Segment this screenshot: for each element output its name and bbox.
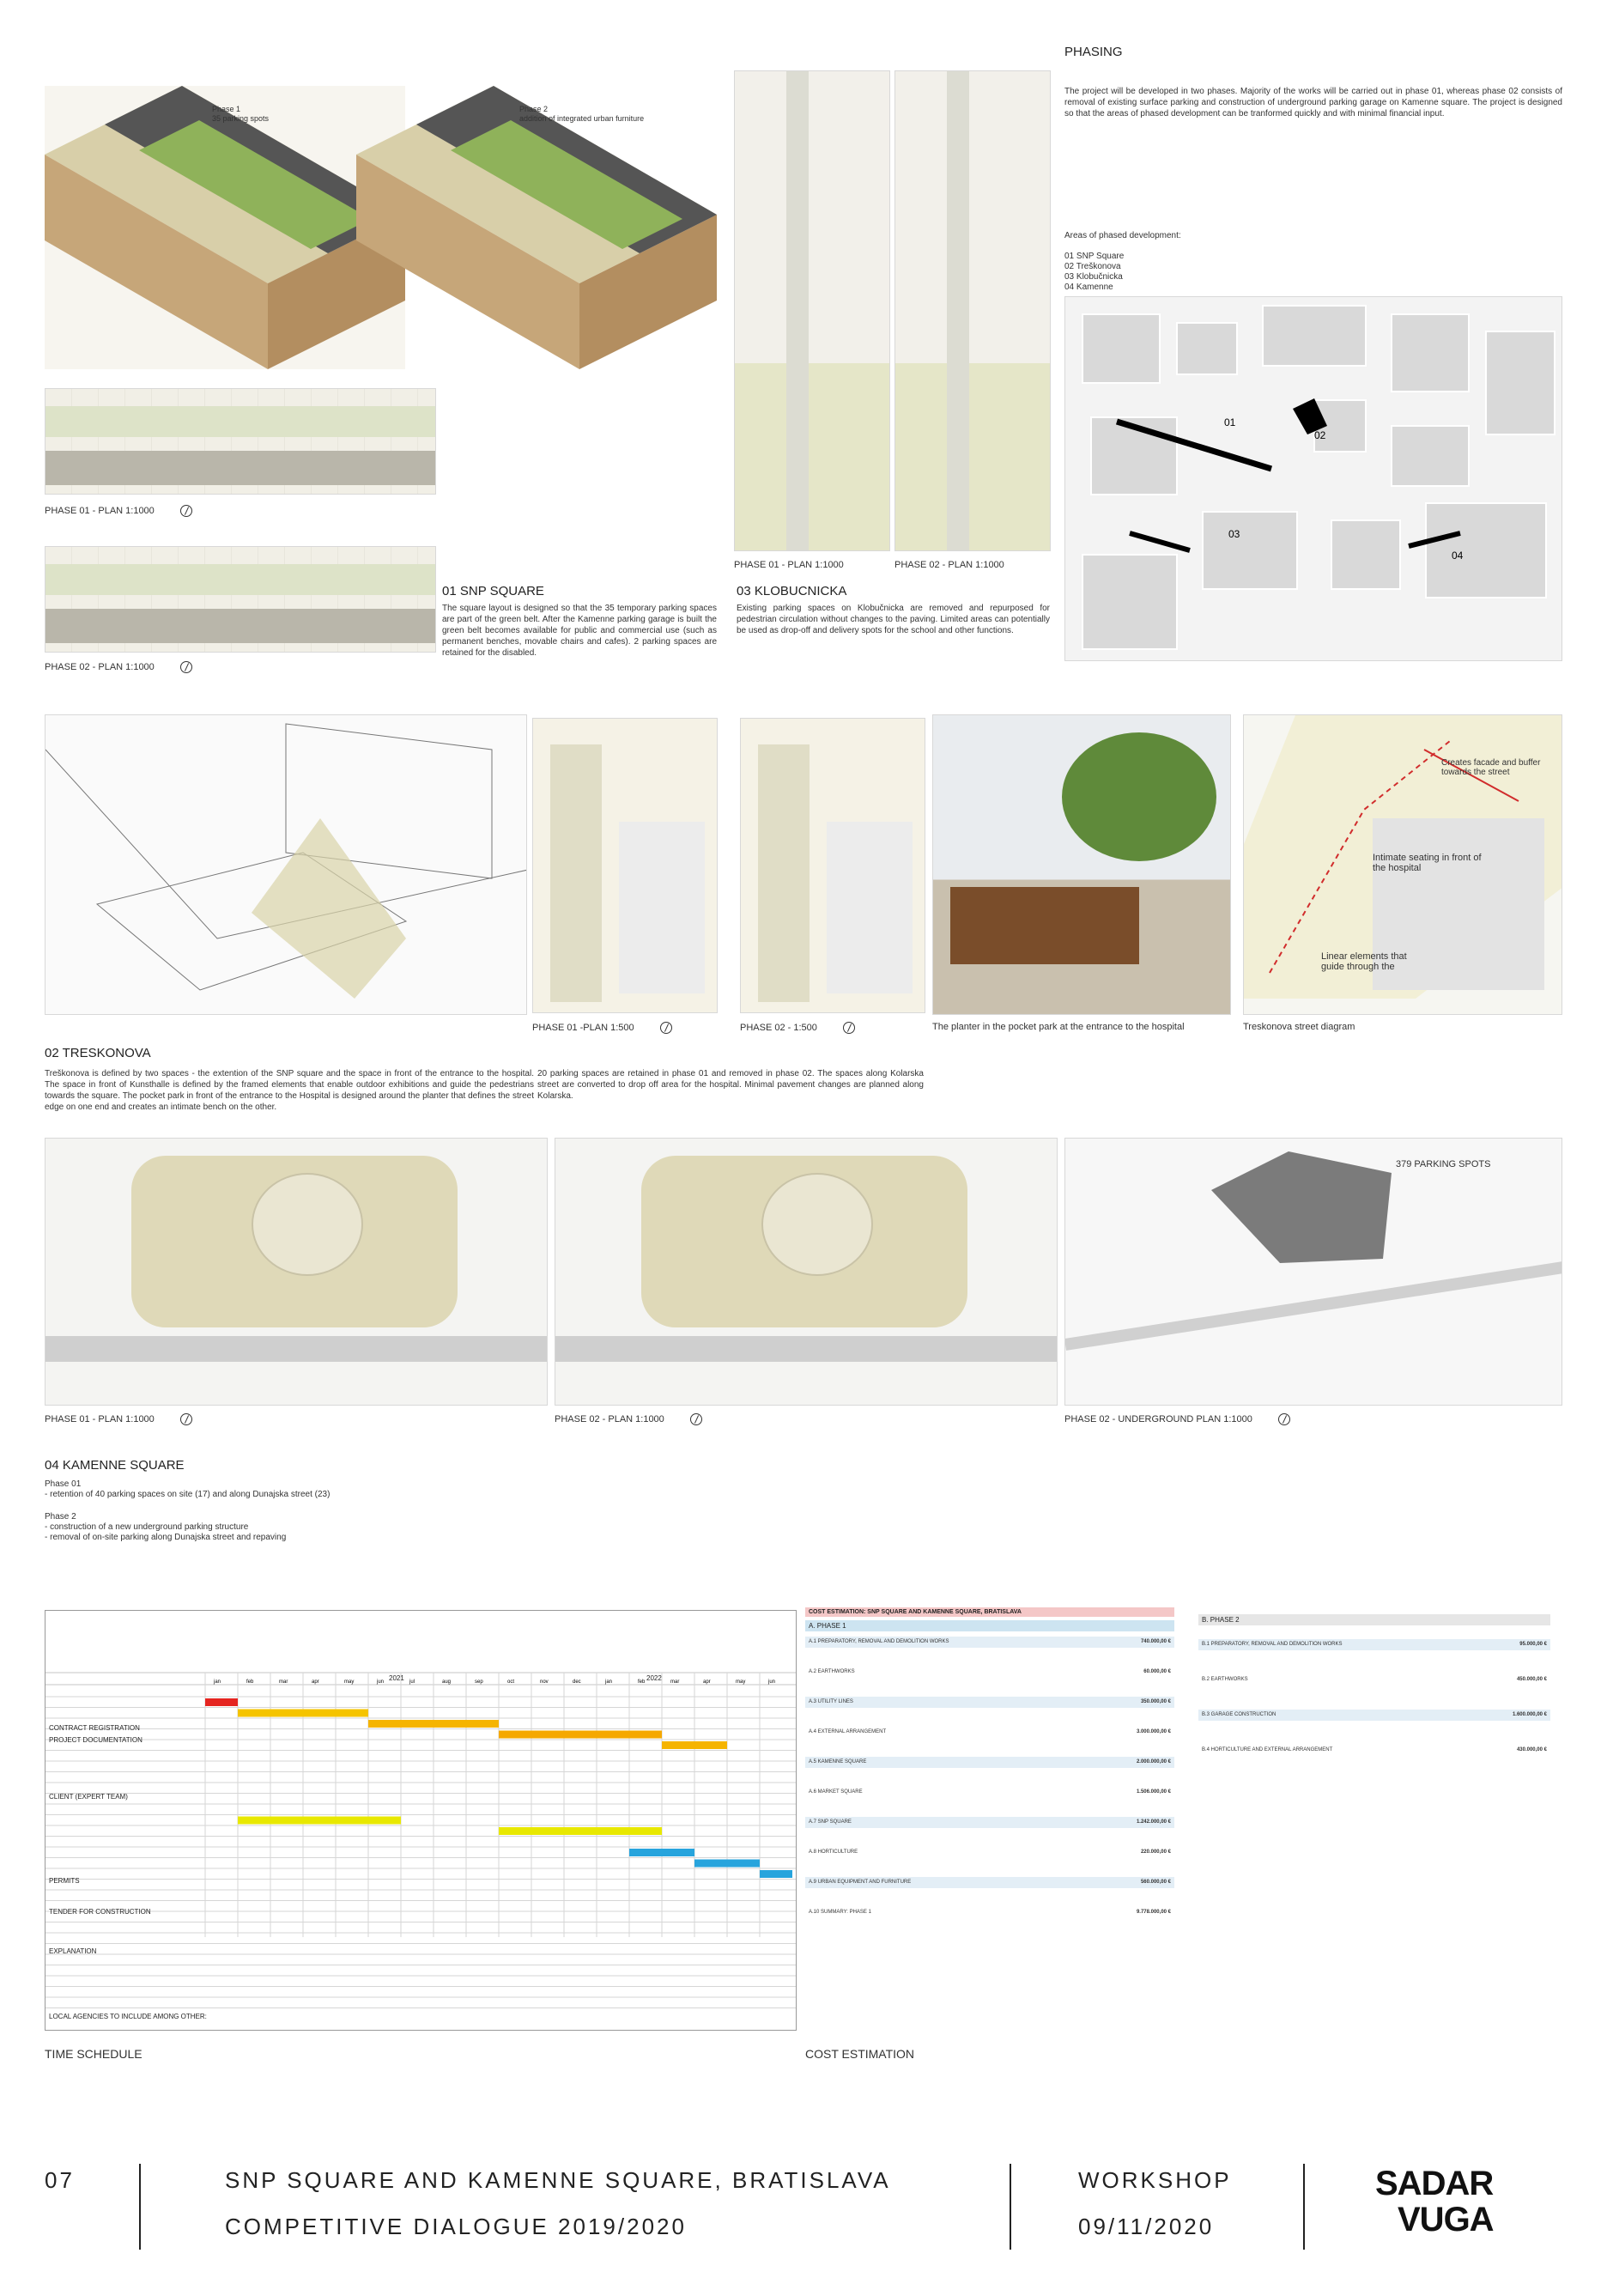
footer-divider <box>139 2164 141 2250</box>
north-arrow-icon <box>180 661 192 673</box>
gantt-grid <box>45 1611 797 2031</box>
gantt-month-label: apr <box>703 1679 711 1685</box>
cost-estimation-table <box>805 1607 1174 2037</box>
cost-a-row <box>805 1757 1174 1768</box>
iso2-label-title: Phase 2 <box>519 105 549 113</box>
cost-b-value: 95.000,00 € <box>1519 1642 1547 1647</box>
north-arrow-icon <box>180 1413 192 1425</box>
gantt-row-tender: TENDER FOR CONSTRUCTION <box>49 1908 151 1916</box>
klob-text: Existing parking spaces on Klobučnicka are removed and repurposed for pedestrian circulation without changes to the paving. Limited areas can potentially be used as drop-off and delivery spots for the school and other functions. <box>737 604 1050 635</box>
gantt-row-permits: PERMITS <box>49 1877 80 1885</box>
cost-a-value: 1.506.000,00 € <box>1136 1789 1171 1795</box>
treskonova-plan2-caption-wrap <box>740 1022 855 1034</box>
kamenne-title: 04 KAMENNE SQUARE <box>45 1458 185 1473</box>
time-schedule-chart <box>45 1610 797 2031</box>
page-number: 07 <box>45 2167 75 2193</box>
treskonova-street-diagram <box>1243 714 1562 1015</box>
cost-a-name: A.8 HORTICULTURE <box>809 1850 858 1855</box>
kamenne-plan-phase1 <box>45 1138 548 1406</box>
gantt-month-label: jan <box>605 1679 613 1685</box>
cost-b-value: 430.000,00 € <box>1516 1747 1547 1752</box>
gantt-month-label: jul <box>409 1679 415 1685</box>
gantt-month-label: dec <box>573 1679 581 1685</box>
planter-photo-caption: The planter in the pocket park at the entrance to the hospital <box>932 1022 1185 1032</box>
gantt-bar <box>499 1731 662 1739</box>
cost-a-value: 1.242.000,00 € <box>1136 1819 1171 1825</box>
diagram-label-facade: Creates facade and buffer towards the street <box>1441 758 1541 777</box>
footer-event-line2: 09/11/2020 <box>1078 2214 1215 2239</box>
map-label-02: 02 <box>1314 429 1326 441</box>
phasing-title: PHASING <box>1064 45 1123 59</box>
snp-iso-phase1 <box>45 86 405 369</box>
cost-a-name: A.4 EXTERNAL ARRANGEMENT <box>809 1729 887 1734</box>
cost-b-name: B.3 GARAGE CONSTRUCTION <box>1202 1712 1277 1717</box>
footer-title-line1: SNP SQUARE AND KAMENNE SQUARE, BRATISLAVA <box>225 2167 891 2193</box>
cost-a-value: 220.000,00 € <box>1140 1850 1171 1855</box>
cost-a-row <box>805 1847 1174 1858</box>
phasing-map-drawing <box>1065 297 1562 661</box>
snp-iso-phase2-drawing <box>356 86 717 369</box>
phasing-areas-title: Areas of phased development: <box>1064 231 1181 240</box>
footer-title-line2: COMPETITIVE DIALOGUE 2019/2020 <box>225 2214 687 2239</box>
snp-iso-phase1-drawing <box>45 86 405 369</box>
footer-divider <box>1303 2164 1305 2250</box>
treskonova-plan-phase2 <box>740 718 925 1013</box>
cost-a-name: A.2 EARTHWORKS <box>809 1669 855 1674</box>
cost-a-value: 9.778.000,00 € <box>1136 1910 1171 1915</box>
kamenne-plan3-caption: PHASE 02 - UNDERGROUND PLAN 1:1000 <box>1064 1413 1252 1424</box>
cost-b-name: B.1 PREPARATORY, REMOVAL AND DEMOLITION WORKS <box>1202 1642 1343 1647</box>
planter-photo <box>932 714 1231 1015</box>
treskonova-text-left: Treškonova is defined by two spaces - the extention of the SNP square and the space in front of the entrance to the hospital. The space in front of Kunsthalle is defined by the framed elements that enable outdoor exhibitions and guide the pedestrians towards the square. The pocket park in front of the entrance to the Hospital is designed around the planter that defines the street edge on one end and creates an intimate bench on the other. <box>45 1069 534 1112</box>
footer-divider <box>1010 2164 1011 2250</box>
treskonova-text-right: 20 parking spaces are retained in phase 01 and removed in phase 02. The spaces along Kolarska street are converted to drop off area for the hospital. Minimal pavement changes are planned along Kolarska. <box>537 1069 924 1101</box>
north-arrow-icon <box>843 1022 855 1034</box>
gantt-bar <box>760 1870 792 1878</box>
snp-plan-phase2 <box>45 546 436 653</box>
gantt-bar <box>499 1827 662 1835</box>
cost-a-value: 560.000,00 € <box>1140 1880 1171 1885</box>
cost-a-value: 740.000,00 € <box>1140 1639 1171 1644</box>
gantt-bar <box>694 1860 760 1868</box>
treskonova-axo-drawing <box>45 715 527 1015</box>
cost-b-row <box>1198 1710 1550 1721</box>
cost-a-row <box>805 1817 1174 1828</box>
gantt-month-label: may <box>344 1679 355 1685</box>
phasing-area-1: 01 SNP Square <box>1064 252 1125 261</box>
kamenne-plan2-caption-wrap <box>555 1413 702 1425</box>
cost-b-row <box>1198 1674 1550 1686</box>
cost-b-name: B.2 EARTHWORKS <box>1202 1677 1248 1682</box>
gantt-row-explanation: EXPLANATION <box>49 1947 97 1955</box>
treskonova-title: 02 TRESKONOVA <box>45 1046 151 1060</box>
gantt-month-label: mar <box>279 1679 288 1685</box>
klob-plan-phase1 <box>734 70 890 551</box>
gantt-month-label: apr <box>312 1679 319 1685</box>
iso1-label-sub: 35 parking spots <box>212 114 270 123</box>
gantt-month-label: aug <box>442 1679 452 1685</box>
gantt-month-label: sep <box>475 1679 483 1685</box>
phasing-area-2: 02 Treškonova <box>1064 262 1121 271</box>
cost-title: COST ESTIMATION: SNP SQUARE AND KAMENNE SQUARE, BRATISLAVA <box>805 1607 1174 1617</box>
cost-b-row <box>1198 1639 1550 1650</box>
treskonova-plan2-caption: PHASE 02 - 1:500 <box>740 1022 817 1033</box>
klob-title: 03 KLOBUCNICKA <box>737 584 847 598</box>
cost-a-name: A.6 MARKET SQUARE <box>809 1789 863 1795</box>
gantt-month-label: may <box>736 1679 746 1685</box>
cost-a-row <box>805 1667 1174 1678</box>
snp-iso-phase2 <box>356 86 717 369</box>
phasing-map <box>1064 296 1562 661</box>
cost-a-value: 350.000,00 € <box>1140 1699 1171 1704</box>
kamenne-plan1-caption-wrap <box>45 1413 192 1425</box>
snp-title: 01 SNP SQUARE <box>442 584 544 598</box>
klob-plan-phase2 <box>894 70 1051 551</box>
gantt-bar <box>368 1720 499 1728</box>
gantt-month-label: jun <box>768 1679 776 1685</box>
treskonova-plan1-caption-wrap <box>532 1022 672 1034</box>
snp-plan-phase1 <box>45 388 436 495</box>
kamenne-plan-phase2 <box>555 1138 1058 1406</box>
gantt-month-label: jan <box>214 1679 221 1685</box>
time-schedule-caption: TIME SCHEDULE <box>45 2047 143 2061</box>
gantt-month-label: feb <box>638 1679 646 1685</box>
cost-a-value: 60.000,00 € <box>1143 1669 1171 1674</box>
cost-estimation-phase2 <box>1198 1614 1550 1812</box>
snp-plan1-caption: PHASE 01 - PLAN 1:1000 <box>45 505 155 516</box>
gantt-month-label: oct <box>507 1679 515 1685</box>
cost-phase-b: B. PHASE 2 <box>1198 1614 1550 1625</box>
kamenne-phase2-title: Phase 2 <box>45 1512 76 1522</box>
kamenne-phase1-item: - retention of 40 parking spaces on site (17) and along Dunajska street (23) <box>45 1490 330 1499</box>
cost-a-row <box>805 1907 1174 1918</box>
kamenne-underground-plan <box>1064 1138 1562 1406</box>
gantt-row-contract: CONTRACT REGISTRATION <box>49 1724 140 1732</box>
kamenne-phase2-item-1: - construction of a new underground parking structure <box>45 1522 249 1532</box>
cost-b-value: 450.000,00 € <box>1516 1677 1547 1682</box>
map-label-03: 03 <box>1228 528 1240 540</box>
gantt-year-1: 2021 <box>389 1674 404 1682</box>
phasing-text: The project will be developed in two phases. Majority of the works will be carried out in phase 01, whereas phase 02 consists of removal of existing surface parking and construction of underground parking garage on Kamenne square. The project is designed so that the areas of phased development can be tranformed quickly and with minimal financial input. <box>1064 87 1562 118</box>
gantt-row-docs: PROJECT DOCUMENTATION <box>49 1736 143 1744</box>
cost-a-row <box>805 1697 1174 1708</box>
gantt-month-label: mar <box>670 1679 680 1685</box>
gantt-row-client: CLIENT (EXPERT TEAM) <box>49 1793 128 1801</box>
treskonova-diagram-caption: Treskonova street diagram <box>1243 1022 1355 1032</box>
cost-a-row <box>805 1877 1174 1888</box>
kamenne-phase2-item-2: - removal of on-site parking along Dunajska street and repaving <box>45 1533 287 1542</box>
logo-line2: VUGA <box>1398 2201 1494 2238</box>
cost-b-name: B.4 HORTICULTURE AND EXTERNAL ARRANGEMENT <box>1202 1747 1333 1752</box>
north-arrow-icon <box>690 1413 702 1425</box>
iso2-label-sub: addition of integrated urban furniture <box>519 114 645 123</box>
diagram-label-linear: Linear elements that guide through the <box>1321 951 1407 972</box>
treskonova-plan-phase1 <box>532 718 718 1013</box>
cost-a-row <box>805 1727 1174 1738</box>
phasing-area-4: 04 Kamenne <box>1064 282 1113 292</box>
cost-a-name: A.1 PREPARATORY, REMOVAL AND DEMOLITION WORKS <box>809 1639 949 1644</box>
kamenne-plan2-caption: PHASE 02 - PLAN 1:1000 <box>555 1413 664 1424</box>
north-arrow-icon <box>1278 1413 1290 1425</box>
snp-plan1-caption-wrap <box>45 505 192 517</box>
cost-a-name: A.5 KAMENNE SQUARE <box>809 1759 867 1765</box>
cost-b-list <box>1198 1639 1550 1756</box>
sadar-vuga-logo <box>1375 2165 1521 2251</box>
iso1-label-title: Phase 1 <box>212 105 241 113</box>
cost-a-list <box>805 1637 1174 1918</box>
cost-a-row <box>805 1787 1174 1798</box>
north-arrow-icon <box>180 505 192 517</box>
cost-a-value: 2.000.000,00 € <box>1136 1759 1171 1765</box>
cost-caption: COST ESTIMATION <box>805 2047 915 2061</box>
gantt-bar <box>238 1710 368 1717</box>
gantt-bar <box>662 1741 727 1749</box>
klob-plan2-caption: PHASE 02 - PLAN 1:1000 <box>894 560 1004 570</box>
cost-a-value: 3.000.000,00 € <box>1136 1729 1171 1734</box>
kamenne-plan3-caption-wrap <box>1064 1413 1290 1425</box>
gantt-row-agencies: LOCAL AGENCIES TO INCLUDE AMONG OTHER: <box>49 2013 207 2020</box>
map-label-01: 01 <box>1224 416 1236 428</box>
kamenne-plan1-caption: PHASE 01 - PLAN 1:1000 <box>45 1413 155 1424</box>
treskonova-axonometric <box>45 714 527 1015</box>
phasing-area-3: 03 Klobučnicka <box>1064 272 1123 282</box>
cost-b-row <box>1198 1745 1550 1756</box>
footer-event-line1: WORKSHOP <box>1078 2167 1232 2193</box>
cost-a-row <box>805 1637 1174 1648</box>
logo-line1: SADAR <box>1375 2165 1494 2202</box>
gantt-month-label: nov <box>540 1679 549 1685</box>
map-label-04: 04 <box>1452 550 1464 562</box>
gantt-year-2: 2022 <box>646 1674 662 1682</box>
cost-a-name: A.3 UTILITY LINES <box>809 1699 853 1704</box>
snp-plan2-caption-wrap <box>45 661 192 673</box>
cost-phase-a: A. PHASE 1 <box>805 1620 1174 1631</box>
treskonova-plan1-caption: PHASE 01 -PLAN 1:500 <box>532 1022 634 1033</box>
snp-text: The square layout is designed so that the 35 temporary parking spaces are part of the green belt. After the Kamenne parking garage is built the green belt becomes available for public and commercial use (such as permanent benches, movable chairs and cafes). 2 parking spaces are retained for the disabled. <box>442 604 717 658</box>
cost-a-name: A.10 SUMMARY: PHASE 1 <box>809 1910 871 1915</box>
north-arrow-icon <box>660 1022 672 1034</box>
snp-plan2-caption: PHASE 02 - PLAN 1:1000 <box>45 661 155 672</box>
diagram-label-seating: Intimate seating in front of the hospital <box>1373 853 1482 873</box>
klob-plan1-caption: PHASE 01 - PLAN 1:1000 <box>734 560 844 570</box>
gantt-bar <box>629 1849 694 1856</box>
cost-a-name: A.9 URBAN EQUIPMENT AND FURNITURE <box>809 1880 912 1885</box>
gantt-bar <box>205 1698 238 1706</box>
gantt-month-label: jun <box>377 1679 385 1685</box>
cost-a-name: A.7 SNP SQUARE <box>809 1819 852 1825</box>
gantt-bar <box>238 1817 401 1825</box>
kamenne-phase1-title: Phase 01 <box>45 1479 82 1489</box>
parking-spots-label: 379 PARKING SPOTS <box>1396 1159 1491 1169</box>
gantt-month-label: feb <box>246 1679 254 1685</box>
cost-b-value: 1.600.000,00 € <box>1512 1712 1547 1717</box>
kamenne-underground-drawing <box>1065 1139 1562 1406</box>
